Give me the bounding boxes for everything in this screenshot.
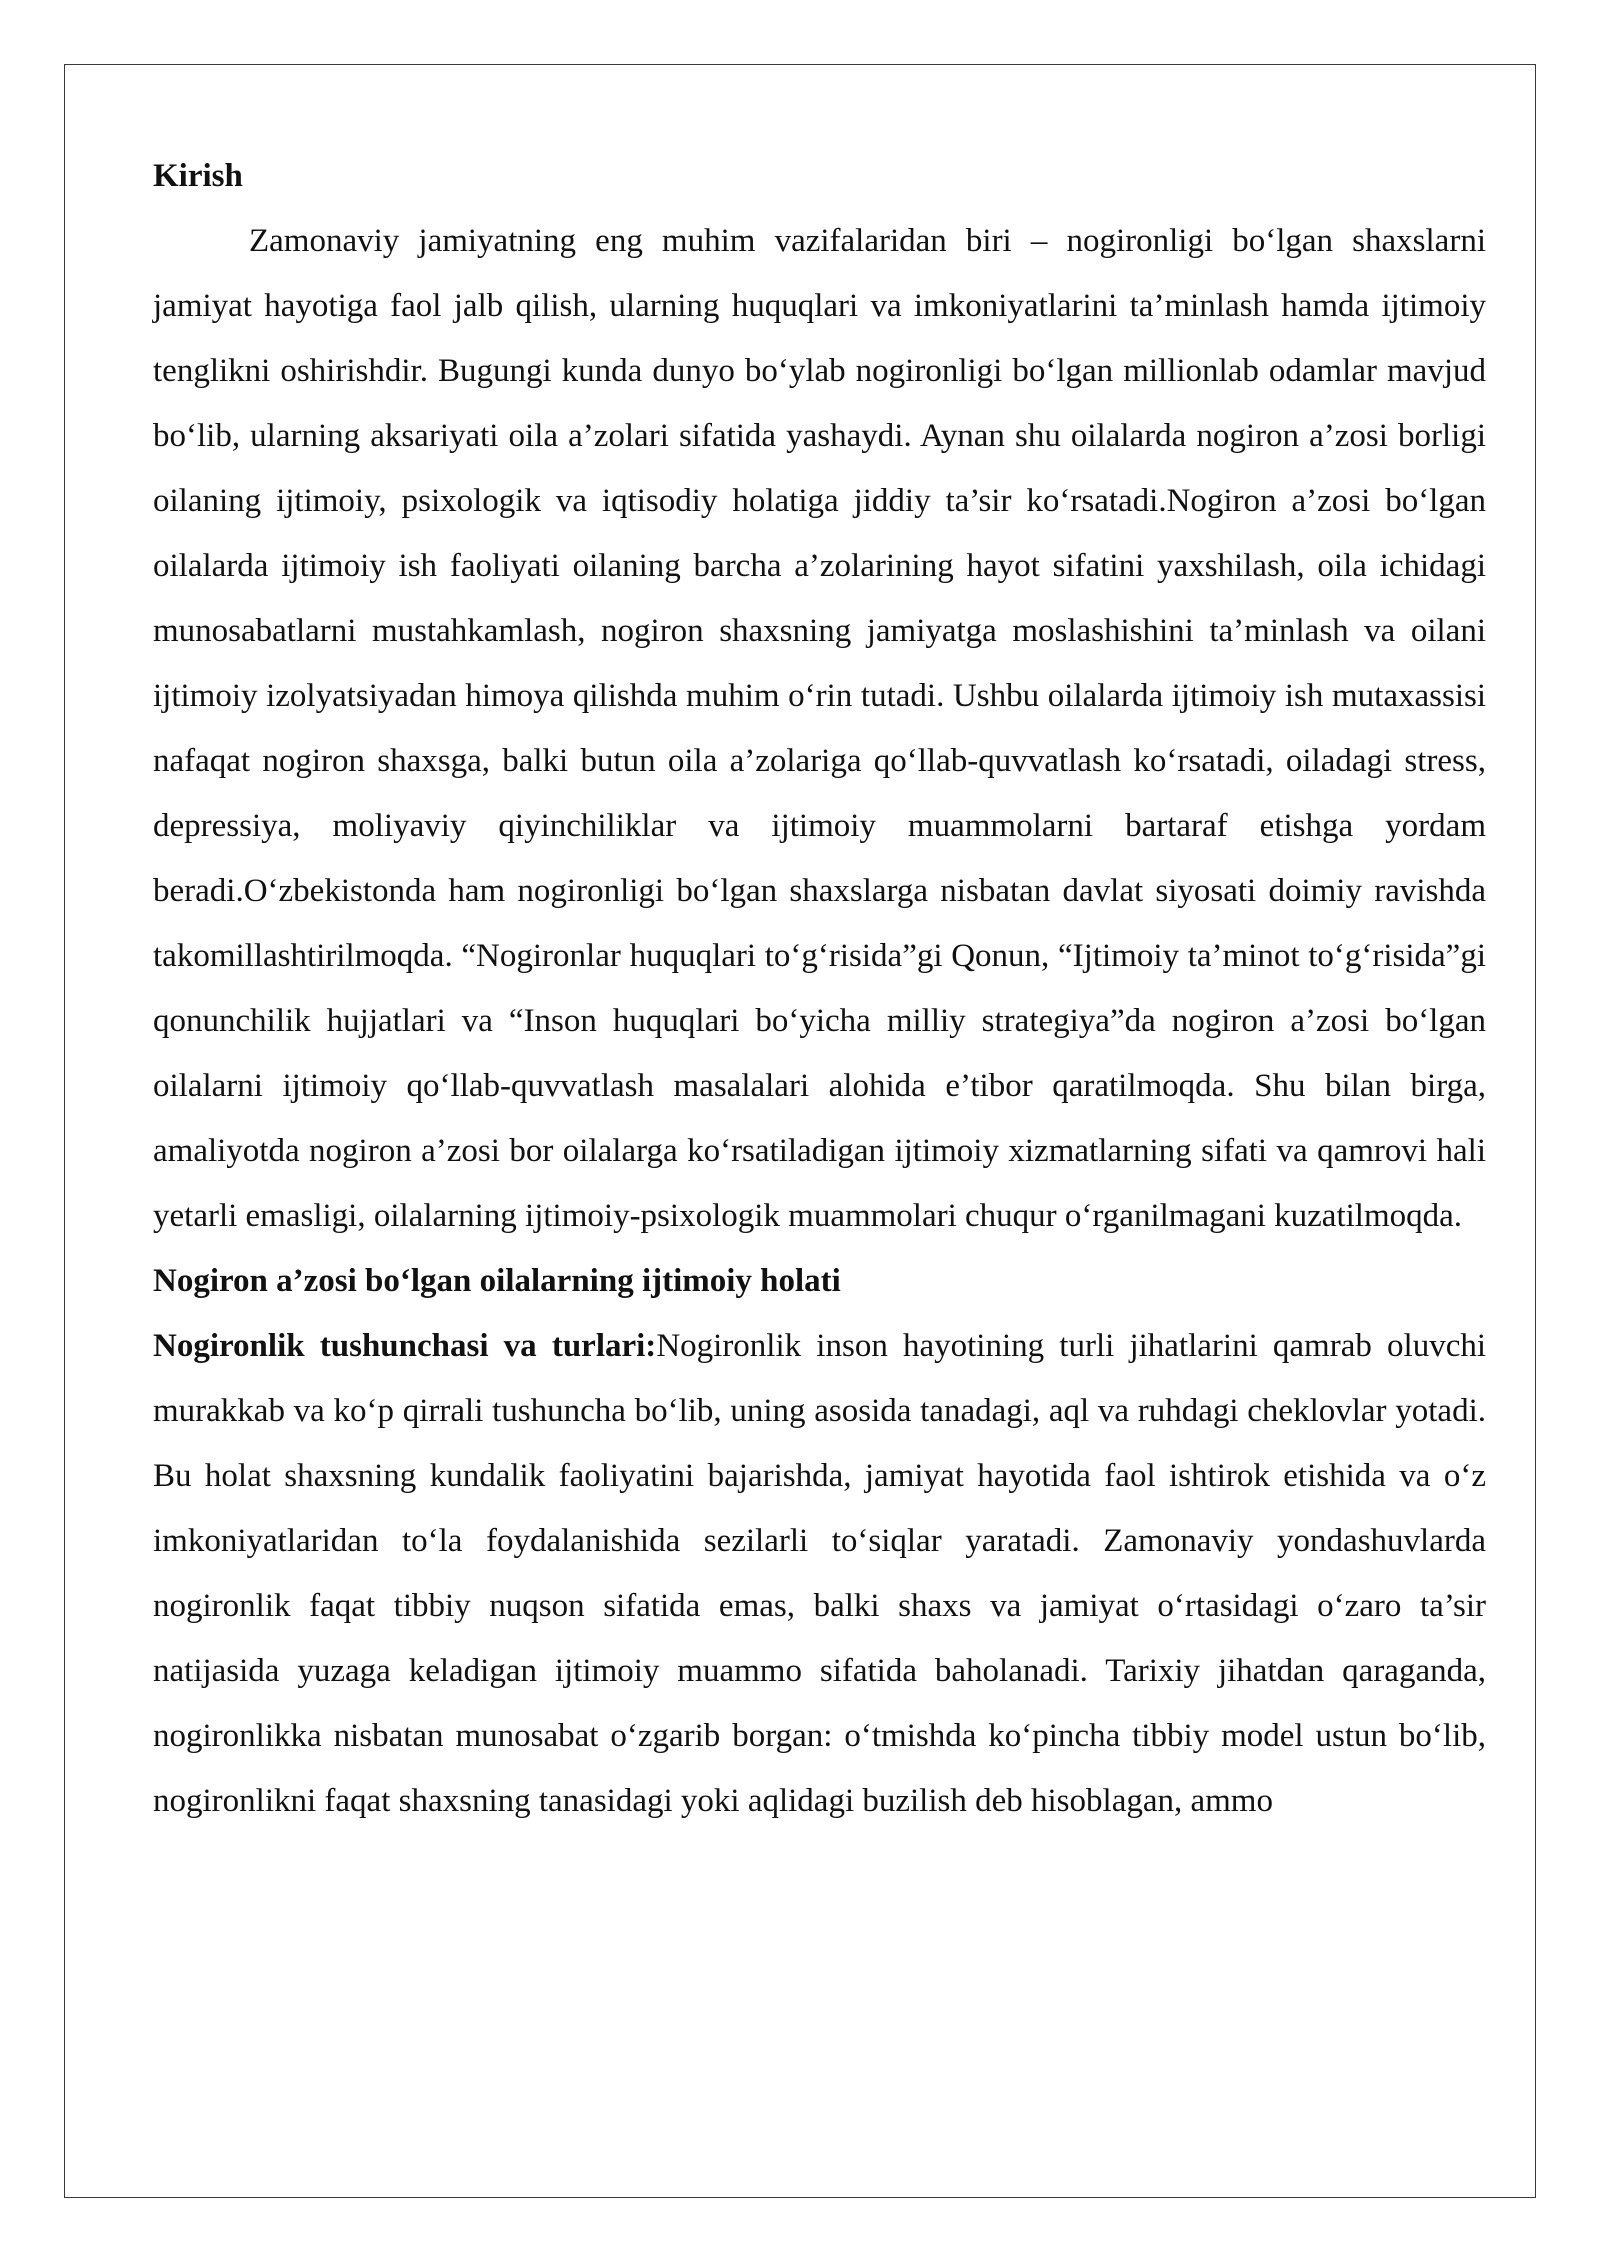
subsection-label: Nogironlik tushunchasi va turlari: [153,1328,657,1364]
subsection-text: Nogironlik inson hayotining turli jihatlarini qamrab oluvchi murakkab va ko‘p qirrali tushuncha bo‘lib, uning asosida tanadagi, aql va ruhdagi cheklovlar yotadi. Bu holat shaxsning kundalik faoliyatini bajarishda, jamiyat hayotida faol ishtirok etishida va o‘z imkoniyatlaridan to‘la foydalanishida sezilarli to‘siqlar yaratadi. Zamonaviy yondashuvlarda nogironlik faqat tibbiy nuqson sifatida emas, balki shaxs va jamiyat o‘rtasidagi o‘zaro ta’sir natijasida yuzaga keladigan ijtimoiy muammo sifatida baholanadi. Tarixiy jihatdan qaraganda, nogironlikka nisbatan munosabat o‘zgarib borgan: o‘tmishda ko‘pincha tibbiy model ustun bo‘lib, nogironlikni faqat shaxsning tanasidagi yoki aqlidagi buzilish deb hisoblagan, ammo [153,1328,1487,1819]
document-body [153,144,1486,1834]
section-heading: Nogiron a’zosi bo‘lgan oilalarning ijtimoiy holati [153,1263,841,1299]
intro-heading: Kirish [153,158,243,194]
subsection-paragraph [153,1314,1486,1834]
intro-paragraph: Zamonaviy jamiyatning eng muhim vazifalaridan biri – nogironligi bo‘lgan shaxslarni jamiyat hayotiga faol jalb qilish, ularning huquqlari va imkoniyatlarini ta’minlash hamda ijtimoiy tenglikni oshirishdir. Bugungi kunda dunyo bo‘ylab nogironligi bo‘lgan millionlab odamlar mavjud bo‘lib, ularning aksariyati oila a’zolari sifatida yashaydi. Aynan shu oilalarda nogiron a’zosi borligi oilaning ijtimoiy, psixologik va iqtisodiy holatiga jiddiy ta’sir ko‘rsatadi.Nogiron a’zosi bo‘lgan oilalarda ijtimoiy ish faoliyati oilaning barcha a’zolarining hayot sifatini yaxshilash, oila ichidagi munosabatlarni mustahkamlash, nogiron shaxsning jamiyatga moslashishini ta’minlash va oilani ijtimoiy izolyatsiyadan himoya qilishda muhim o‘rin tutadi. Ushbu oilalarda ijtimoiy ish mutaxassisi nafaqat nogiron shaxsga, balki butun oila a’zolariga qo‘llab-quvvatlash ko‘rsatadi, oiladagi stress, depressiya, moliyaviy qiyinchiliklar va ijtimoiy muammolarni bartaraf etishga yordam beradi.O‘zbekistonda ham nogironligi bo‘lgan shaxslarga nisbatan davlat siyosati doimiy ravishda takomillashtirilmoqda. “Nogironlar huquqlari to‘g‘risida”gi Qonun, “Ijtimoiy ta’minot to‘g‘risida”gi qonunchilik hujjatlari va “Inson huquqlari bo‘yicha milliy strategiya”da nogiron a’zosi bo‘lgan oilalarni ijtimoiy qo‘llab-quvvatlash masalalari alohida e’tibor qaratilmoqda. Shu bilan birga, amaliyotda nogiron a’zosi bor oilalarga ko‘rsatiladigan ijtimoiy xizmatlarning sifati va qamrovi hali yetarli emasligi, oilalarning ijtimoiy-psixologik muammolari chuqur o‘rganilmagani kuzatilmoqda. [153,223,1486,1234]
